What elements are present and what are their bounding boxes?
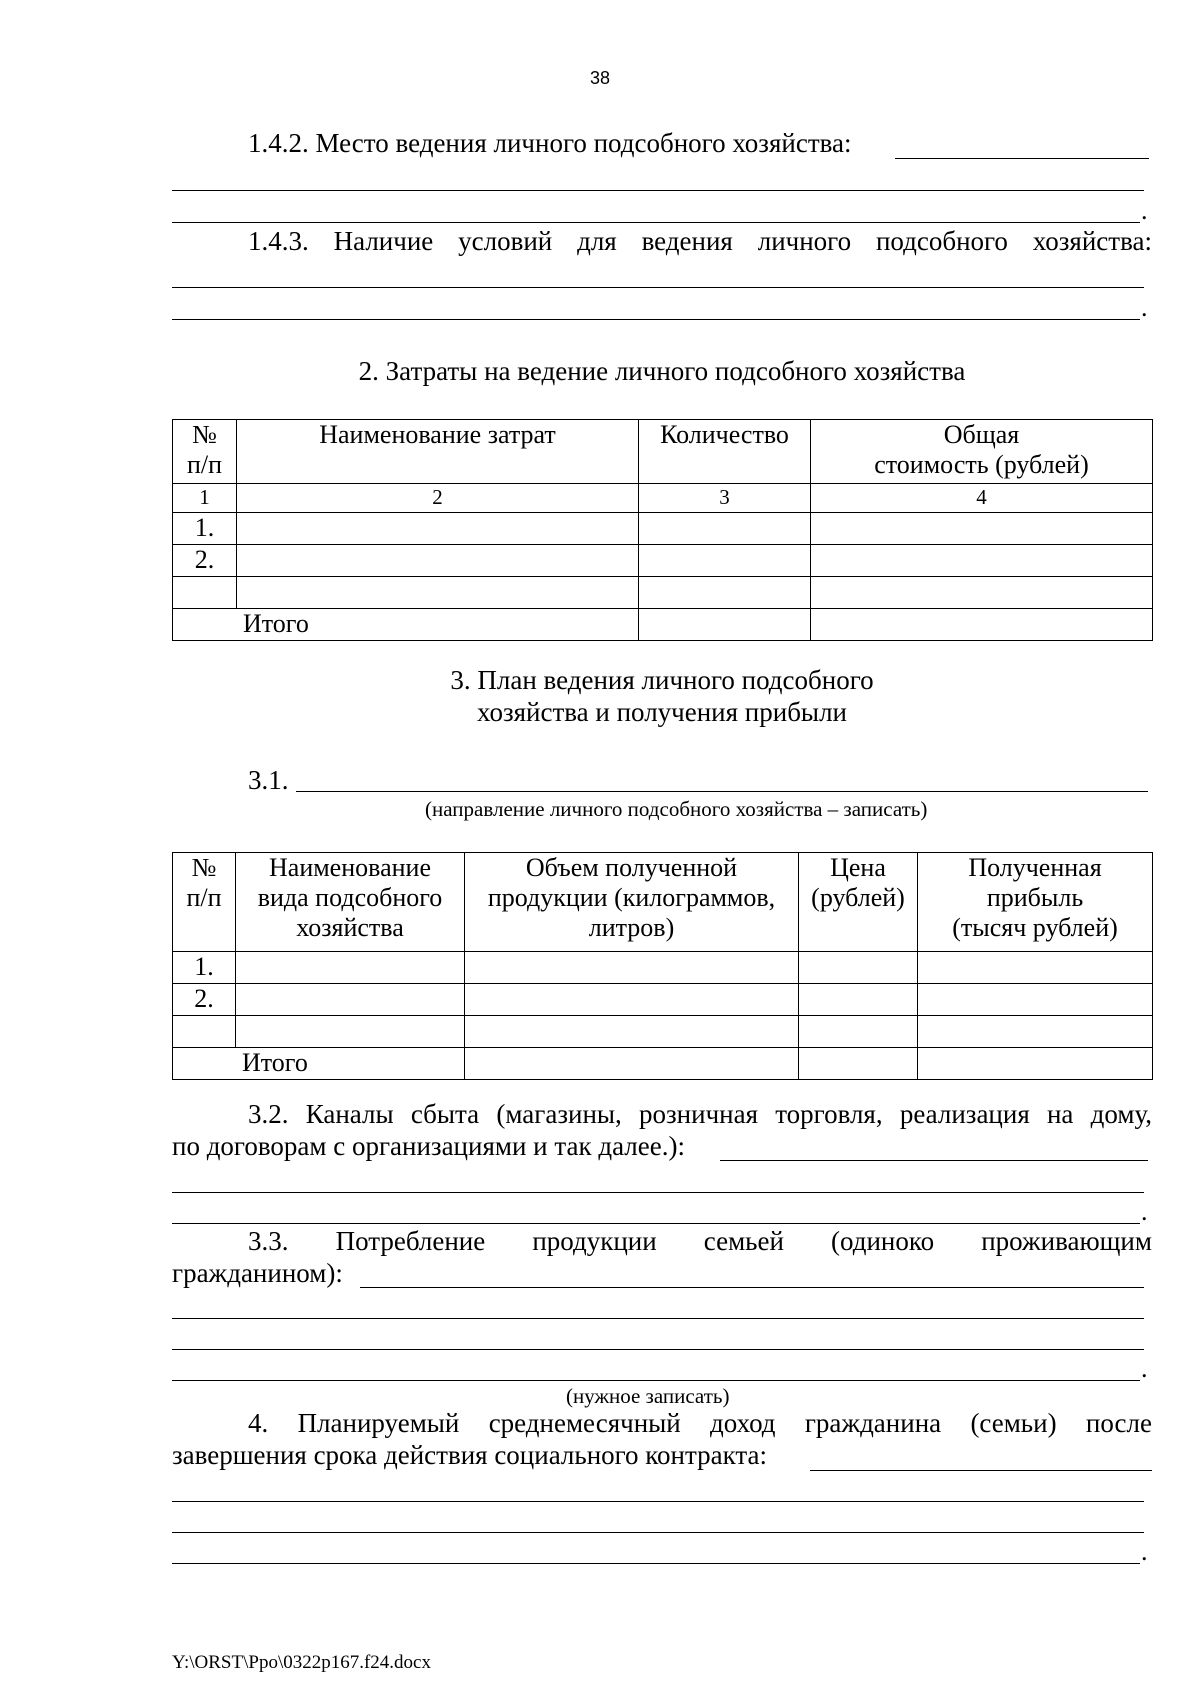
cell-volume[interactable]	[465, 1016, 799, 1048]
table-row	[173, 952, 1153, 984]
table-row	[173, 984, 1153, 1016]
fill-line[interactable]	[172, 1532, 1144, 1533]
fill-line[interactable]	[172, 1318, 1144, 1319]
col-number: 3	[639, 484, 811, 513]
costs-table	[172, 419, 1153, 641]
cell-kind[interactable]	[236, 1016, 465, 1048]
cell-profit[interactable]	[918, 1016, 1153, 1048]
fill-line[interactable]	[172, 1380, 1140, 1381]
period: .	[1141, 196, 1148, 225]
row-number	[173, 1016, 236, 1048]
fill-line[interactable]	[172, 1349, 1144, 1350]
header-num: № п/п	[173, 853, 236, 952]
cell-price[interactable]	[799, 952, 918, 984]
section-3-3-hint: (нужное записать)	[566, 1384, 730, 1408]
section-3-title-line2: хозяйства и получения прибыли	[476, 697, 847, 727]
fill-line[interactable]	[172, 190, 1144, 191]
section-3-3-line1: 3.3. Потребление продукции семьей (одиноко проживающим	[248, 1226, 1152, 1256]
page-number: 38	[589, 68, 611, 88]
section-1-4-2-label: 1.4.2. Место ведения личного подсобного хозяйства:	[248, 128, 852, 158]
header-kind: Наименование вида подсобного хозяйства	[236, 853, 465, 952]
table-row	[173, 513, 1153, 545]
fill-line[interactable]	[172, 1223, 1140, 1224]
col-number: 1	[173, 484, 237, 513]
cell-kind[interactable]	[236, 952, 465, 984]
table-row	[173, 1016, 1153, 1048]
section-3-1-label: 3.1.	[248, 765, 289, 795]
cell-quantity[interactable]	[639, 577, 811, 609]
fill-line[interactable]	[172, 1563, 1140, 1564]
table-row	[173, 545, 1153, 577]
cell-quantity[interactable]	[639, 513, 811, 545]
fill-line[interactable]	[172, 287, 1144, 288]
cell-name[interactable]	[237, 545, 639, 577]
period: .	[1141, 1197, 1148, 1226]
fill-line[interactable]	[172, 319, 1140, 320]
section-3-3-line2: гражданином):	[172, 1258, 343, 1288]
cell-name[interactable]	[237, 577, 639, 609]
table-header-row	[173, 853, 1153, 952]
col-number: 2	[237, 484, 639, 513]
period: .	[1141, 1537, 1148, 1566]
column-numbers-row	[173, 484, 1153, 513]
section-3-2-line1: 3.2. Каналы сбыта (магазины, розничная торговля, реализация на дому,	[248, 1099, 1152, 1129]
fill-line[interactable]	[172, 1192, 1144, 1193]
section-3-title-line1: 3. План ведения личного подсобного	[450, 665, 874, 695]
cell-price[interactable]	[799, 1048, 918, 1080]
fill-line[interactable]	[172, 1501, 1144, 1502]
fill-line[interactable]	[360, 1287, 1144, 1288]
row-number: 1.	[173, 952, 236, 984]
cell-cost[interactable]	[811, 513, 1153, 545]
section-4-line2: завершения срока действия социального контракта:	[172, 1440, 767, 1470]
cell-price[interactable]	[799, 1016, 918, 1048]
period: .	[1141, 293, 1148, 322]
row-number: 2.	[173, 545, 237, 577]
header-num: № п/п	[173, 420, 237, 484]
footer-file-path: Y:\ORST\Ppo\0322p167.f24.docx	[172, 1652, 431, 1673]
header-profit: Полученная прибыль (тысяч рублей)	[918, 853, 1153, 952]
header-total-cost: Общая стоимость (рублей)	[811, 420, 1153, 484]
cell-name[interactable]	[237, 513, 639, 545]
cell-profit[interactable]	[918, 1048, 1153, 1080]
cell-profit[interactable]	[918, 984, 1153, 1016]
section-1-4-3-label: 1.4.3. Наличие условий для ведения личного подсобного хозяйства:	[248, 226, 1152, 256]
row-number	[173, 577, 237, 609]
cell-cost[interactable]	[811, 545, 1153, 577]
cell-cost[interactable]	[811, 577, 1153, 609]
table-header-row	[173, 420, 1153, 484]
fill-line[interactable]	[810, 1470, 1152, 1471]
header-name: Наименование затрат	[237, 420, 639, 484]
table-row	[173, 577, 1153, 609]
cell-volume[interactable]	[465, 984, 799, 1016]
header-price: Цена (рублей)	[799, 853, 918, 952]
cell-volume[interactable]	[465, 1048, 799, 1080]
header-volume: Объем полученной продукции (килограммов, литров)	[465, 853, 799, 952]
fill-line[interactable]	[895, 158, 1149, 159]
fill-line[interactable]	[172, 222, 1140, 223]
total-label: Итого	[173, 609, 639, 641]
cell-cost[interactable]	[811, 609, 1153, 641]
total-row	[173, 1048, 1153, 1080]
total-row	[173, 609, 1153, 641]
col-number: 4	[811, 484, 1153, 513]
fill-line[interactable]	[296, 791, 1148, 792]
section-2-title: 2. Затраты на ведение личного подсобного хозяйства	[358, 356, 966, 386]
period: .	[1141, 1354, 1148, 1383]
fill-line[interactable]	[720, 1160, 1148, 1161]
row-number: 1.	[173, 513, 237, 545]
cell-volume[interactable]	[465, 952, 799, 984]
section-3-2-line2: по договорам с организациями и так далее.):	[172, 1131, 685, 1161]
cell-kind[interactable]	[236, 984, 465, 1016]
total-label: Итого	[173, 1048, 465, 1080]
header-quantity: Количество	[639, 420, 811, 484]
section-3-1-hint: (направление личного подсобного хозяйства – записать)	[425, 797, 928, 821]
cell-quantity[interactable]	[639, 609, 811, 641]
section-4-line1: 4. Планируемый среднемесячный доход гражданина (семьи) после	[248, 1408, 1152, 1438]
cell-quantity[interactable]	[639, 545, 811, 577]
cell-profit[interactable]	[918, 952, 1153, 984]
plan-table	[172, 852, 1153, 1080]
row-number: 2.	[173, 984, 236, 1016]
cell-price[interactable]	[799, 984, 918, 1016]
